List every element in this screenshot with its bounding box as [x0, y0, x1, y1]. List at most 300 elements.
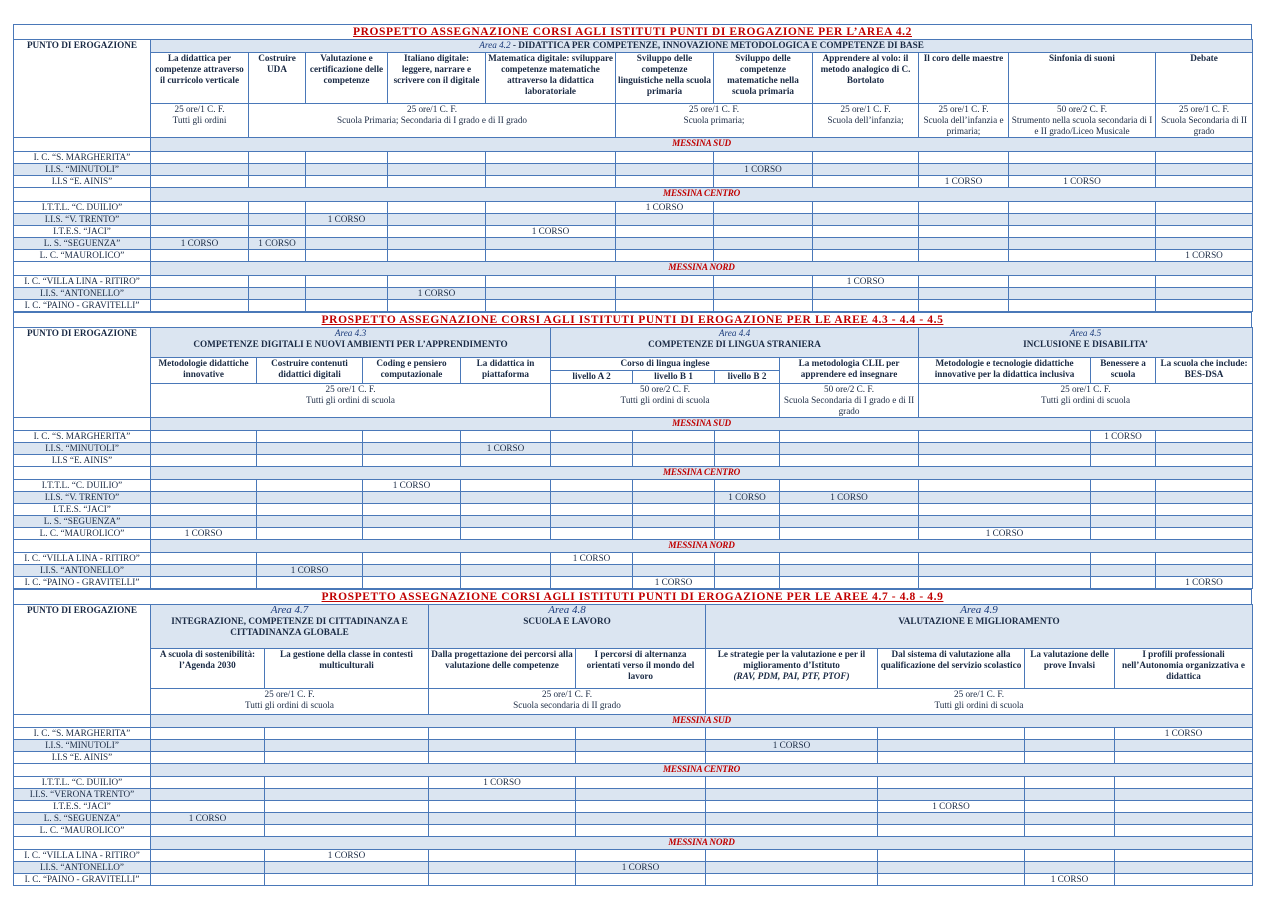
course-assignment-cell [151, 874, 265, 886]
course-assignment-cell [576, 801, 706, 813]
course-assignment-cell [576, 752, 706, 764]
institute-row [14, 176, 1253, 188]
institute-row [14, 164, 1253, 176]
course-assignment-cell [486, 250, 616, 262]
course-assignment-cell [780, 455, 919, 467]
course-assignment-cell [306, 176, 388, 188]
zone-blank-cell [14, 262, 151, 276]
course-assignment-cell [1156, 152, 1253, 164]
course-assignment-cell [1156, 238, 1253, 250]
course-assignment-cell [151, 250, 249, 262]
course-header: Le strategie per la valutazione e per il miglioramento d’Istituto (RAV, PDM, PAI, PTF, PTOF) [706, 649, 878, 689]
course-assignment-cell [257, 553, 363, 565]
course-assignment-cell: 1 CORSO [1091, 431, 1156, 443]
section-title-bar [13, 24, 1252, 39]
course-assignment-cell [633, 480, 715, 492]
course-header: Il coro delle maestre [919, 53, 1009, 104]
course-assignment-cell [919, 480, 1091, 492]
course-assignment-cell [1009, 164, 1156, 176]
course-assignment-cell [1091, 577, 1156, 589]
course-assignment-cell [1156, 202, 1253, 214]
course-assignment-cell [429, 728, 576, 740]
course-assignment-cell: 1 CORSO [461, 443, 551, 455]
institute-row [14, 238, 1253, 250]
course-assignment-cell [780, 565, 919, 577]
hours-cell: 25 ore/1 C. F. Scuola primaria; [616, 104, 813, 138]
institute-row [14, 504, 1253, 516]
institute-name: I.I.S. “MINUTOLI” [14, 443, 151, 455]
course-assignment-cell [363, 431, 461, 443]
course-assignment-cell [257, 443, 363, 455]
course-assignment-cell [461, 480, 551, 492]
institute-row [14, 443, 1253, 455]
course-assignment-cell [1091, 492, 1156, 504]
course-assignment-cell: 1 CORSO [306, 214, 388, 226]
course-assignment-cell: 1 CORSO [706, 740, 878, 752]
course-assignment-cell [878, 862, 1025, 874]
course-assignment-cell [265, 728, 429, 740]
course-assignment-cell [306, 238, 388, 250]
course-assignment-cell [919, 492, 1091, 504]
zone-title: MESSINA SUD [151, 138, 1253, 152]
course-assignment-cell [306, 202, 388, 214]
institute-row [14, 492, 1253, 504]
hours-cell: 25 ore/1 C. F. Scuola dell’infanzia e primaria; [919, 104, 1009, 138]
course-assignment-cell: 1 CORSO [388, 288, 486, 300]
zone-title: MESSINA CENTRO [151, 188, 1253, 202]
area-header [151, 40, 1253, 53]
course-assignment-cell [813, 300, 919, 312]
course-assignment-cell [780, 528, 919, 540]
course-assignment-cell [1025, 801, 1115, 813]
course-assignment-cell [715, 431, 780, 443]
institute-name: I.I.S. “ANTONELLO” [14, 862, 151, 874]
course-assignment-cell [813, 202, 919, 214]
course-assignment-cell: 1 CORSO [551, 553, 633, 565]
course-assignment-cell [461, 504, 551, 516]
course-assignment-cell [429, 740, 576, 752]
course-assignment-cell [714, 300, 813, 312]
course-assignment-cell [151, 789, 265, 801]
course-assignment-cell [363, 528, 461, 540]
institute-row [14, 777, 1253, 789]
course-assignment-cell [1115, 801, 1253, 813]
course-assignment-cell [780, 443, 919, 455]
course-assignment-cell [461, 565, 551, 577]
course-assignment-cell [919, 214, 1009, 226]
course-assignment-cell [486, 238, 616, 250]
course-header: Italiano digitale: leggere, narrare e scrivere con il digitale [388, 53, 486, 104]
course-assignment-cell [486, 276, 616, 288]
course-assignment-cell [388, 164, 486, 176]
course-assignment-cell [633, 443, 715, 455]
course-assignment-cell: 1 CORSO [633, 577, 715, 589]
course-assignment-cell [461, 455, 551, 467]
course-header: Debate [1156, 53, 1253, 104]
course-assignment-cell [257, 492, 363, 504]
hours-cell: 50 ore/2 C. F. Strumento nella scuola secondaria di I e II grado/Liceo Musicale [1009, 104, 1156, 138]
course-assignment-cell [151, 516, 257, 528]
course-assignment-cell [780, 480, 919, 492]
course-assignment-cell [306, 152, 388, 164]
course-assignment-cell [461, 492, 551, 504]
area-label: Area 4.2 [479, 40, 511, 50]
course-assignment-cell [551, 528, 633, 540]
course-assignment-cell [706, 752, 878, 764]
course-assignment-cell [813, 214, 919, 226]
course-header: A scuola di sostenibilità: l’Agenda 2030 [151, 649, 265, 689]
course-assignment-cell [714, 152, 813, 164]
course-assignment-cell [461, 553, 551, 565]
course-assignment-cell [257, 516, 363, 528]
course-assignment-cell [1091, 528, 1156, 540]
course-assignment-cell [715, 443, 780, 455]
course-assignment-cell: 1 CORSO [576, 862, 706, 874]
zone-row [14, 188, 1253, 202]
hours-cell: 25 ore/1 C. F. Scuola secondaria di II grado [429, 689, 706, 715]
course-assignment-cell [388, 238, 486, 250]
course-header: Sviluppo delle competenze matematiche nella scuola primaria [714, 53, 813, 104]
course-assignment-cell [1091, 480, 1156, 492]
course-assignment-cell [363, 553, 461, 565]
course-assignment-cell [151, 152, 249, 164]
course-assignment-cell [1156, 288, 1253, 300]
course-assignment-cell: 1 CORSO [878, 801, 1025, 813]
institute-name: I.T.T.L. “C. DUILIO” [14, 202, 151, 214]
course-assignment-cell [249, 164, 306, 176]
course-assignment-cell [878, 850, 1025, 862]
course-assignment-cell [388, 226, 486, 238]
institute-name: I.I.S “E. AINIS” [14, 752, 151, 764]
course-assignment-cell [714, 276, 813, 288]
course-header: La didattica in piattaforma [461, 358, 551, 384]
course-assignment-cell [265, 740, 429, 752]
document-sheet [13, 24, 1252, 886]
course-assignment-cell [151, 443, 257, 455]
course-assignment-cell [1025, 862, 1115, 874]
course-assignment-cell [576, 874, 706, 886]
course-assignment-cell [1156, 528, 1253, 540]
course-assignment-cell [1025, 728, 1115, 740]
course-assignment-cell [780, 553, 919, 565]
section-title-bar [13, 312, 1252, 327]
course-assignment-cell [616, 152, 714, 164]
area-label: Area 4.3 [334, 328, 367, 338]
course-assignment-cell [551, 480, 633, 492]
course-assignment-cell: 1 CORSO [151, 238, 249, 250]
course-assignment-cell [1156, 214, 1253, 226]
course-assignment-cell [388, 250, 486, 262]
area-label: Area 4.4 [718, 328, 751, 338]
course-assignment-cell [151, 801, 265, 813]
institute-name: I. C. “PAINO - GRAVITELLI” [14, 300, 151, 312]
zone-title: MESSINA CENTRO [151, 467, 1253, 480]
institute-name: I. C. “PAINO - GRAVITELLI” [14, 577, 151, 589]
institute-name: L. C. “MAUROLICO” [14, 528, 151, 540]
course-assignment-cell [706, 850, 878, 862]
zone-title: MESSINA CENTRO [151, 764, 1253, 777]
course-assignment-cell [1025, 777, 1115, 789]
course-header: Dal sistema di valutazione alla qualificazione del servizio scolastico [878, 649, 1025, 689]
course-assignment-cell [706, 728, 878, 740]
area-header [919, 328, 1253, 358]
course-assignment-cell [919, 516, 1091, 528]
course-assignment-cell [1009, 152, 1156, 164]
course-assignment-cell [151, 455, 257, 467]
zones-body [14, 715, 1253, 886]
course-assignment-cell [249, 176, 306, 188]
zone-blank-cell [14, 715, 151, 728]
course-assignment-cell [151, 777, 265, 789]
course-assignment-cell [306, 276, 388, 288]
institute-name: I.I.S “E. AINIS” [14, 176, 151, 188]
institute-name: I.I.S. “V. TRENTO” [14, 492, 151, 504]
course-assignment-cell [265, 789, 429, 801]
course-assignment-cell [306, 164, 388, 176]
course-assignment-cell [249, 226, 306, 238]
hours-cell: 25 ore/1 C. F. Tutti gli ordini di scuola [919, 384, 1253, 418]
course-assignment-cell [714, 214, 813, 226]
zone-row [14, 138, 1253, 152]
course-assignment-cell [1115, 740, 1253, 752]
course-header: Sinfonia di suoni [1009, 53, 1156, 104]
course-assignment-cell [1091, 553, 1156, 565]
course-assignment-cell [714, 250, 813, 262]
course-assignment-cell [257, 528, 363, 540]
course-assignment-cell [257, 480, 363, 492]
zone-row [14, 418, 1253, 431]
course-assignment-cell [429, 874, 576, 886]
course-assignment-cell [151, 226, 249, 238]
course-assignment-cell [919, 276, 1009, 288]
punto-erogazione-header: PUNTO DI EROGAZIONE [14, 40, 151, 138]
course-assignment-cell [1115, 850, 1253, 862]
hours-cell: 25 ore/1 C. F. Tutti gli ordini di scuola [706, 689, 1253, 715]
course-assignment-cell [151, 214, 249, 226]
course-header: Costruire UDA [249, 53, 306, 104]
institute-name: L. C. “MAUROLICO” [14, 825, 151, 837]
course-assignment-cell [714, 288, 813, 300]
course-assignment-cell [1025, 740, 1115, 752]
course-assignment-cell: 1 CORSO [265, 850, 429, 862]
course-assignment-cell [388, 202, 486, 214]
course-assignment-cell [919, 455, 1091, 467]
course-assignment-cell [151, 164, 249, 176]
institute-row [14, 214, 1253, 226]
course-assignment-cell [616, 226, 714, 238]
course-assignment-cell [1115, 752, 1253, 764]
course-assignment-cell [706, 801, 878, 813]
course-assignment-cell [813, 226, 919, 238]
course-assignment-cell [919, 565, 1091, 577]
course-assignment-cell [1115, 825, 1253, 837]
course-assignment-cell [1115, 777, 1253, 789]
course-assignment-cell [616, 300, 714, 312]
course-assignment-cell [429, 825, 576, 837]
course-assignment-cell [265, 862, 429, 874]
course-assignment-cell [1156, 443, 1253, 455]
course-assignment-cell: 1 CORSO [151, 528, 257, 540]
course-assignment-cell [461, 431, 551, 443]
course-assignment-cell: 1 CORSO [1115, 728, 1253, 740]
section-title: PROSPETTO ASSEGNAZIONE CORSI AGLI ISTITUTI PUNTI DI EROGAZIONE PER LE AREE 4.7 - 4.8 - 4.9 [321, 591, 944, 603]
course-assignment-cell [813, 250, 919, 262]
course-assignment-cell [780, 431, 919, 443]
level-header: livello A 2 [551, 371, 633, 384]
zone-row [14, 837, 1253, 850]
course-assignment-cell [151, 504, 257, 516]
institute-name: I.T.E.S. “JACI” [14, 801, 151, 813]
course-assignment-cell [486, 164, 616, 176]
institute-name: I.I.S. “MINUTOLI” [14, 740, 151, 752]
course-assignment-cell [576, 813, 706, 825]
course-header: La scuola che include: BES-DSA [1156, 358, 1253, 384]
course-assignment-cell [1009, 300, 1156, 312]
course-assignment-cell [151, 176, 249, 188]
course-assignment-cell [429, 752, 576, 764]
course-assignment-cell [706, 874, 878, 886]
course-assignment-cell [151, 862, 265, 874]
area-name: COMPETENZE DIGITALI E NUOVI AMBIENTI PER L’APPRENDIMENTO [193, 339, 508, 349]
course-assignment-cell [1025, 850, 1115, 862]
course-assignment-cell [1091, 455, 1156, 467]
institute-name: L. S. “SEGUENZA” [14, 516, 151, 528]
course-assignment-cell [616, 214, 714, 226]
hours-cell: 25 ore/1 C. F. Scuola dell’infanzia; [813, 104, 919, 138]
course-assignment-cell [878, 789, 1025, 801]
institute-row [14, 480, 1253, 492]
course-assignment-cell [551, 577, 633, 589]
course-assignment-cell [461, 516, 551, 528]
course-assignment-cell [486, 176, 616, 188]
course-assignment-cell [151, 728, 265, 740]
course-header: Dalla progettazione dei percorsi alla valutazione delle competenze [429, 649, 576, 689]
course-assignment-cell [919, 202, 1009, 214]
course-assignment-cell [306, 300, 388, 312]
course-assignment-cell: 1 CORSO [249, 238, 306, 250]
course-assignment-cell [919, 504, 1091, 516]
course-assignment-cell [715, 553, 780, 565]
course-assignment-cell [1009, 238, 1156, 250]
course-assignment-cell [919, 443, 1091, 455]
course-assignment-cell: 1 CORSO [714, 164, 813, 176]
course-assignment-cell [257, 455, 363, 467]
course-assignment-cell [714, 238, 813, 250]
institute-row [14, 813, 1253, 825]
course-assignment-cell [616, 164, 714, 176]
course-assignment-cell: 1 CORSO [1009, 176, 1156, 188]
course-assignment-cell [388, 176, 486, 188]
course-assignment-cell [715, 577, 780, 589]
institute-name: I. C. “VILLA LINA - RITIRO” [14, 850, 151, 862]
course-assignment-cell [813, 164, 919, 176]
institute-row [14, 862, 1253, 874]
punto-erogazione-header: PUNTO DI EROGAZIONE [14, 328, 151, 418]
course-assignment-cell [780, 504, 919, 516]
institute-row [14, 752, 1253, 764]
course-assignment-cell [919, 553, 1091, 565]
institute-row [14, 516, 1253, 528]
course-assignment-cell: 1 CORSO [919, 528, 1091, 540]
institute-name: I.T.T.L. “C. DUILIO” [14, 777, 151, 789]
course-assignment-cell [878, 813, 1025, 825]
hours-cell: 25 ore/1 C. F. Scuola Secondaria di II grado [1156, 104, 1253, 138]
course-assignment-cell [919, 288, 1009, 300]
institute-row [14, 740, 1253, 752]
course-assignment-cell [461, 528, 551, 540]
institute-row [14, 300, 1253, 312]
course-assignment-cell [151, 276, 249, 288]
area-name: COMPETENZE DI LINGUA STRANIERA [648, 339, 821, 349]
hours-cell: 25 ore/1 C. F. Tutti gli ordini di scuola [151, 689, 429, 715]
course-assignment-cell [1115, 789, 1253, 801]
course-header: Valutazione e certificazione delle competenze [306, 53, 388, 104]
course-assignment-cell [306, 226, 388, 238]
course-assignment-cell [919, 152, 1009, 164]
course-assignment-cell [486, 152, 616, 164]
course-assignment-cell [151, 565, 257, 577]
zones-body [14, 418, 1253, 589]
course-assignment-cell [633, 504, 715, 516]
hours-cell: 25 ore/1 C. F. Tutti gli ordini di scuola [151, 384, 551, 418]
course-assignment-cell [919, 300, 1009, 312]
zone-blank-cell [14, 138, 151, 152]
course-assignment-cell [363, 577, 461, 589]
course-assignment-cell [151, 288, 249, 300]
level-header: livello B 1 [633, 371, 715, 384]
course-assignment-cell [265, 874, 429, 886]
course-assignment-cell [878, 777, 1025, 789]
course-assignment-cell [388, 214, 486, 226]
course-assignment-cell [249, 300, 306, 312]
zone-blank-cell [14, 188, 151, 202]
zone-title: MESSINA NORD [151, 837, 1253, 850]
course-assignment-cell [919, 164, 1009, 176]
course-assignment-cell [363, 492, 461, 504]
course-assignment-cell [813, 288, 919, 300]
course-assignment-cell [151, 577, 257, 589]
hours-cell: 50 ore/2 C. F. Scuola Secondaria di I grado e di II grado [780, 384, 919, 418]
institute-row [14, 152, 1253, 164]
zone-row [14, 467, 1253, 480]
institute-name: L. S. “SEGUENZA” [14, 813, 151, 825]
course-assignment-cell: 1 CORSO [616, 202, 714, 214]
course-assignment-cell [1156, 516, 1253, 528]
institute-row [14, 528, 1253, 540]
course-assignment-cell [1156, 300, 1253, 312]
course-assignment-cell [486, 202, 616, 214]
institute-row [14, 455, 1253, 467]
course-assignment-cell [616, 250, 714, 262]
zone-blank-cell [14, 418, 151, 431]
course-header: La didattica per competenze attraverso il curricolo verticale [151, 53, 249, 104]
course-assignment-cell: 1 CORSO [813, 276, 919, 288]
course-assignment-cell [1156, 553, 1253, 565]
institute-name: I. C. “VILLA LINA - RITIRO” [14, 276, 151, 288]
institute-row [14, 288, 1253, 300]
course-assignment-cell [633, 565, 715, 577]
course-assignment-cell [249, 288, 306, 300]
course-assignment-cell [714, 226, 813, 238]
zone-title: MESSINA SUD [151, 715, 1253, 728]
institute-row [14, 825, 1253, 837]
course-assignment-cell [1025, 789, 1115, 801]
institute-name: I.I.S. “VERONA TRENTO” [14, 789, 151, 801]
course-header: Coding e pensiero computazionale [363, 358, 461, 384]
course-assignment-cell [429, 813, 576, 825]
zone-row [14, 764, 1253, 777]
course-assignment-cell [715, 565, 780, 577]
